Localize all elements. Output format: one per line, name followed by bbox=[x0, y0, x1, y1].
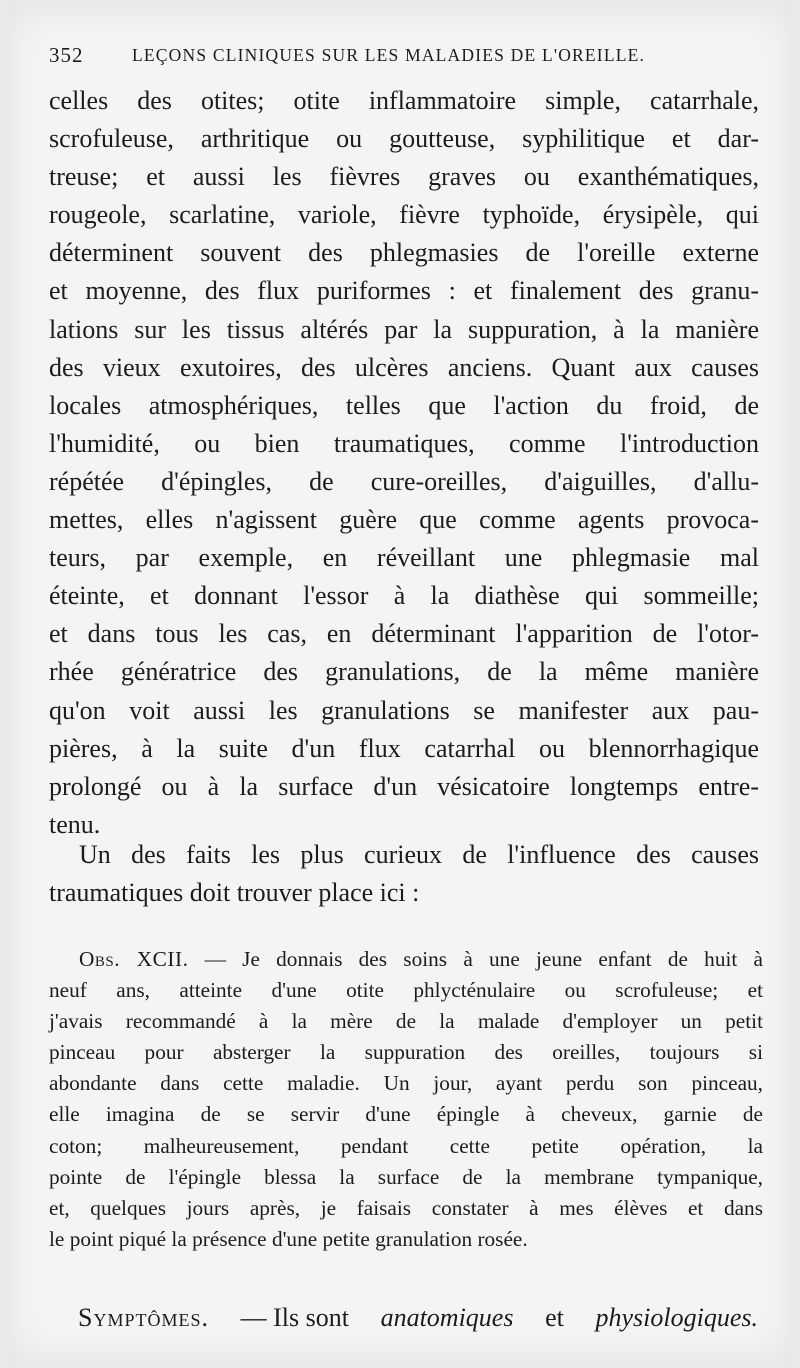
observation-line: elle imagina de se servir d'une épingle à cheveux, garnie de bbox=[49, 1102, 763, 1127]
text-line: traumatiques doit trouver place ici : bbox=[49, 878, 420, 908]
observation-first-line bbox=[49, 944, 763, 975]
symptoms-physiological: physiologiques. bbox=[595, 1303, 758, 1332]
text-line: celles des otites; otite inflammatoire simple, catarrhale, bbox=[49, 86, 759, 115]
paragraph-causes bbox=[49, 82, 759, 844]
text-line: répétée d'épingles, de cure-oreilles, d'aiguilles, d'allu- bbox=[49, 466, 759, 496]
text-line: des vieux exutoires, des ulcères anciens. Quant aux causes bbox=[49, 352, 759, 382]
text-line: locales atmosphériques, telles que l'action du froid, de bbox=[49, 390, 759, 420]
text-line: qu'on voit aussi les granulations se manifester aux pau- bbox=[49, 695, 759, 725]
observation-label: Obs. XCII. bbox=[79, 947, 189, 971]
symptoms-heading-line bbox=[78, 1298, 758, 1338]
observation-line: pointe de l'épingle blessa la surface de la membrane tympanique, bbox=[49, 1164, 763, 1189]
text-line: éteinte, et donnant l'essor à la diathèse qui sommeille; bbox=[49, 581, 759, 611]
symptoms-heading: Symptômes. bbox=[78, 1303, 209, 1332]
text-line: treuse; et aussi les fièvres graves ou exanthématiques, bbox=[49, 162, 759, 192]
observation-line: abondante dans cette maladie. Un jour, ayant perdu son pinceau, bbox=[49, 1071, 763, 1096]
text-line: déterminent souvent des phlegmasies de l'oreille externe bbox=[49, 238, 759, 268]
page-header bbox=[49, 43, 759, 73]
paragraph-traumatic bbox=[49, 836, 759, 912]
text-line: Un des faits les plus curieux de l'influence des causes bbox=[79, 840, 759, 869]
text-line: lations sur les tissus altérés par la suppuration, à la manière bbox=[49, 314, 759, 344]
running-head: LEÇONS CLINIQUES SUR LES MALADIES DE L'OREILLE. bbox=[132, 45, 646, 65]
text-line: et moyenne, des flux puriformes : et finalement des granu- bbox=[49, 276, 759, 306]
text-line: tenu. bbox=[49, 809, 101, 839]
text-line: et dans tous les cas, en déterminant l'apparition de l'otor- bbox=[49, 619, 759, 649]
observation-first-text: — Je donnais des soins à une jeune enfant de huit à bbox=[188, 947, 763, 971]
text-line: rhée génératrice des granulations, de la même manière bbox=[49, 657, 759, 687]
page-number: 352 bbox=[49, 43, 84, 67]
text-line: prolongé ou à la surface d'un vésicatoire longtemps entre- bbox=[49, 771, 759, 801]
text-line: l'humidité, ou bien traumatiques, comme l'introduction bbox=[49, 428, 759, 458]
symptoms-dash-text: — Ils sont bbox=[240, 1303, 349, 1332]
text-line: rougeole, scarlatine, variole, fièvre typhoïde, érysipèle, qui bbox=[49, 200, 759, 230]
observation-line: et, quelques jours après, je faisais constater à mes élèves et dans bbox=[49, 1195, 763, 1220]
text-line: mettes, elles n'agissent guère que comme agents provoca- bbox=[49, 505, 759, 535]
observation-block bbox=[49, 944, 763, 1255]
text-line: scrofuleuse, arthritique ou goutteuse, syphilitique et dar- bbox=[49, 124, 759, 154]
text-line: teurs, par exemple, en réveillant une phlegmasie mal bbox=[49, 543, 759, 573]
book-page bbox=[8, 6, 792, 1362]
observation-line: pinceau pour absterger la suppuration des oreilles, toujours si bbox=[49, 1040, 763, 1065]
text-line: pières, à la suite d'un flux catarrhal ou blennorrhagique bbox=[49, 733, 759, 763]
observation-line: j'avais recommandé à la mère de la malade d'employer un petit bbox=[49, 1009, 763, 1034]
observation-line: neuf ans, atteinte d'une otite phlycténulaire ou scrofuleuse; et bbox=[49, 978, 763, 1003]
observation-line: le point piqué la présence d'une petite granulation rosée. bbox=[49, 1226, 528, 1251]
observation-line: coton; malheureusement, pendant cette petite opération, la bbox=[49, 1133, 763, 1158]
symptoms-anatomical: anatomiques bbox=[380, 1303, 514, 1332]
symptoms-conjunction: et bbox=[545, 1303, 564, 1332]
